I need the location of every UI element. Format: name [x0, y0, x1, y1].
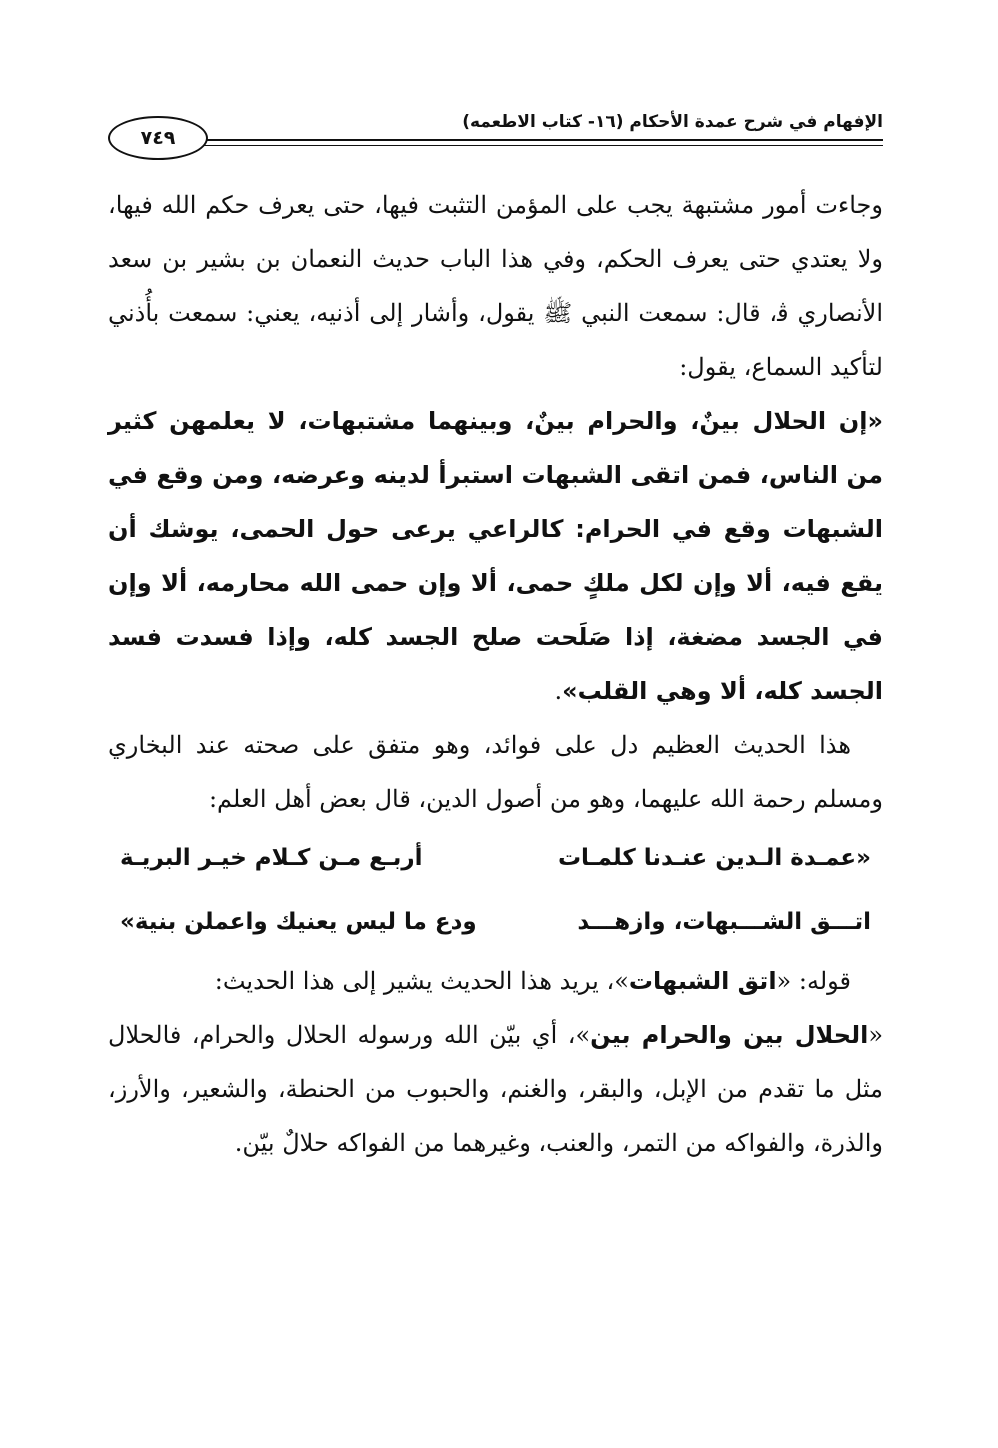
- poem-verse-1-second-hemistich: أربـع مـن كـلام خيـر البريـة: [120, 845, 423, 871]
- poem-verse-1-first-hemistich: «عمـدة الـدين عنـدنا كلمـات: [557, 845, 871, 871]
- running-title: الإفهام في شرح عمدة الأحكام (١٦- كتاب الاطعمه): [462, 112, 883, 132]
- page-number: ٧٤٩: [108, 116, 208, 160]
- hadith-text: «إن الحلال بينٌ، والحرام بينٌ، وبينهما مشتبهات، لا يعلمهن كثير من الناس، فمن اتقى الشبهات استبرأ لدينه وعرضه، ومن وقع في الشبهات وقع في الحرام: كالراعي يرعى حول الحمى، يوشك أن يقع فيه، ألا وإن لكل ملكٍ حمى، ألا وإن حمى الله محارمه، ألا وإن في الجسد مضغة، إذا صَلَحت صلح الجسد كله، وإذا فسدت فسد الجسد كله، ألا وهي القلب»: [108, 407, 883, 705]
- header-rule-thin: [168, 145, 883, 146]
- header-rule-thick: [168, 139, 883, 141]
- hadith-paragraph: [108, 394, 883, 718]
- paragraph-quote-explanation: [108, 954, 883, 1008]
- hadith-end: .: [554, 677, 563, 705]
- quote-rest: »، يريد هذا الحديث يشير إلى هذا الحديث:: [214, 967, 629, 995]
- page-header: [108, 108, 883, 164]
- halal-bold: الحلال بين والحرام بين: [590, 1021, 869, 1049]
- paragraph-intro: وجاءت أمور مشتبهة يجب على المؤمن التثبت فيها، حتى يعرف حكم الله فيها، ولا يعتدي حتى يعرف الحكم، وفي هذا الباب حديث النعمان بن بشير بن سعد الأنصاري ﭬ، قال: سمعت النبي ﷺ يقول، وأشار إلى أذنيه، يعني: سمعت بأُذني لتأكيد السماع، يقول:: [108, 191, 883, 381]
- halal-prefix: «: [868, 1021, 883, 1049]
- quote-bold: اتق الشبهات: [628, 967, 777, 995]
- poem-verse-2: [108, 890, 883, 954]
- page-body: [108, 178, 883, 1170]
- quote-prefix: قوله: «: [776, 967, 851, 995]
- paragraph-halal-explanation: [108, 1008, 883, 1170]
- poem-verse-2-second-hemistich: ودع ما ليس يعنيك واعملن بنية»: [120, 909, 477, 935]
- paragraph-commentary: هذا الحديث العظيم دل على فوائد، وهو متفق على صحته عند البخاري ومسلم رحمة الله عليهما، وهو من أصول الدين، قال بعض أهل العلم:: [108, 731, 883, 813]
- poem-verse-1: [108, 826, 883, 890]
- poem-verse-2-first-hemistich: اتـــق الشـــبهات، وازهـــد: [577, 909, 871, 935]
- halal-rest: »، أي بيّن الله ورسوله الحلال والحرام، فالحلال مثل ما تقدم من الإبل، والبقر، والغنم، والحبوب من الحنطة، والشعير، والأرز، والذرة، والفواكه من التمر، والعنب، وغيرهما من الفواكه حلالٌ بيّن.: [108, 1021, 883, 1157]
